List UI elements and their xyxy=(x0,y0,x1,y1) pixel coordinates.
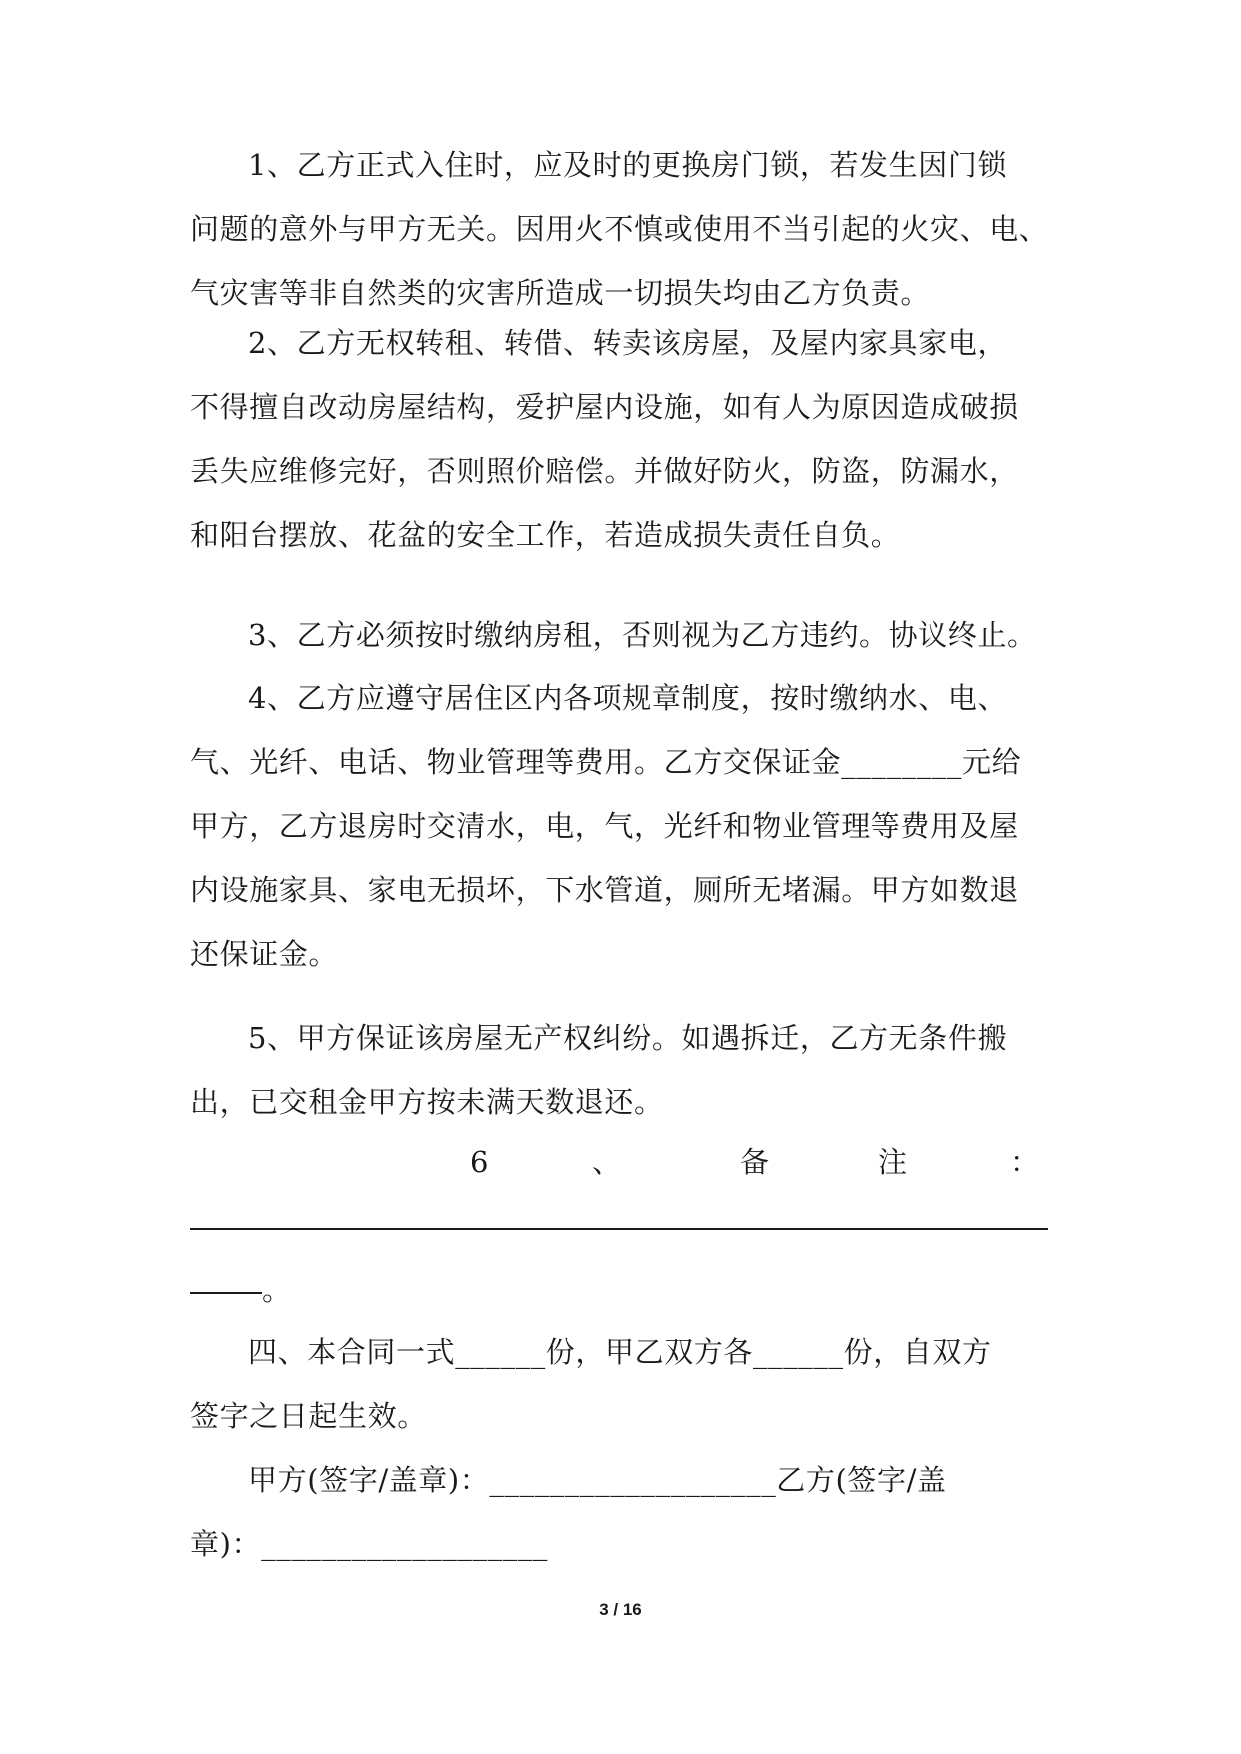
clause-5-line-1: 5、甲方保证该房屋无产权纠纷。如遇拆迁，乙方无条件搬 xyxy=(248,1021,1008,1055)
section-4-line-2: 签字之日起生效。 xyxy=(190,1399,427,1433)
clause-4-line-3: 甲方，乙方退房时交清水，电，气，光纤和物业管理等费用及屋 xyxy=(190,809,1019,843)
clause-6-colon: ： xyxy=(1010,1145,1040,1179)
clause-1-line-1: 1、乙方正式入住时，应及时的更换房门锁，若发生因门锁 xyxy=(248,148,1008,182)
clause-5-line-2: 出，已交租金甲方按未满天数退还。 xyxy=(190,1085,664,1119)
clause-6-end: 。 xyxy=(262,1273,292,1307)
clause-1-line-2: 问题的意外与甲方无关。因用火不慎或使用不当引起的火灾、电、 xyxy=(190,212,1049,246)
signature-line-1: 甲方(签字/盖章)：___________________乙方(签字/盖 xyxy=(248,1463,947,1497)
clause-4-line-2: 气、光纤、电话、物业管理等费用。乙方交保证金________元给 xyxy=(190,745,1022,779)
page-number: 3 / 16 xyxy=(599,1600,642,1619)
remarks-blank-line xyxy=(190,1228,1048,1230)
clause-1 xyxy=(190,133,1052,325)
clause-2-line-4: 和阳台摆放、花盆的安全工作，若造成损失责任自负。 xyxy=(190,518,901,552)
clause-4-line-1: 4、乙方应遵守居住区内各项规章制度，按时缴纳水、电、 xyxy=(248,681,1008,715)
clause-6-label-b: 注 xyxy=(878,1145,908,1179)
remarks-blank-short xyxy=(190,1292,262,1294)
clause-3-line-1: 3、乙方必须按时缴纳房租，否则视为乙方违约。协议终止。 xyxy=(248,618,1037,652)
clause-5 xyxy=(190,1006,1052,1134)
clause-6-label-a: 备 xyxy=(740,1145,770,1179)
signature-line-2: 章)：___________________ xyxy=(190,1527,549,1561)
clause-3 xyxy=(190,603,1052,667)
clause-1-line-3: 气灾害等非自然类的灾害所造成一切损失均由乙方负责。 xyxy=(190,276,931,310)
clause-6-number: 6 xyxy=(470,1145,489,1179)
clause-4-line-4: 内设施家具、家电无损坏，下水管道，厕所无堵漏。甲方如数退 xyxy=(190,873,1019,907)
clause-2 xyxy=(190,311,1052,567)
clause-2-line-2: 不得擅自改动房屋结构，爱护屋内设施，如有人为原因造成破损 xyxy=(190,390,1019,424)
clause-6-separator: 、 xyxy=(592,1145,622,1179)
clause-2-line-3: 丢失应维修完好，否则照价赔偿。并做好防火，防盗，防漏水， xyxy=(190,454,1019,488)
signature-block xyxy=(190,1448,1052,1576)
clause-4 xyxy=(190,666,1052,986)
section-4-line-1: 四、本合同一式______份，甲乙双方各______份，自双方 xyxy=(248,1335,992,1369)
clause-2-line-1: 2、乙方无权转租、转借、转卖该房屋，及屋内家具家电， xyxy=(248,326,1008,360)
section-4 xyxy=(190,1320,1052,1448)
clause-4-line-5: 还保证金。 xyxy=(190,937,339,971)
